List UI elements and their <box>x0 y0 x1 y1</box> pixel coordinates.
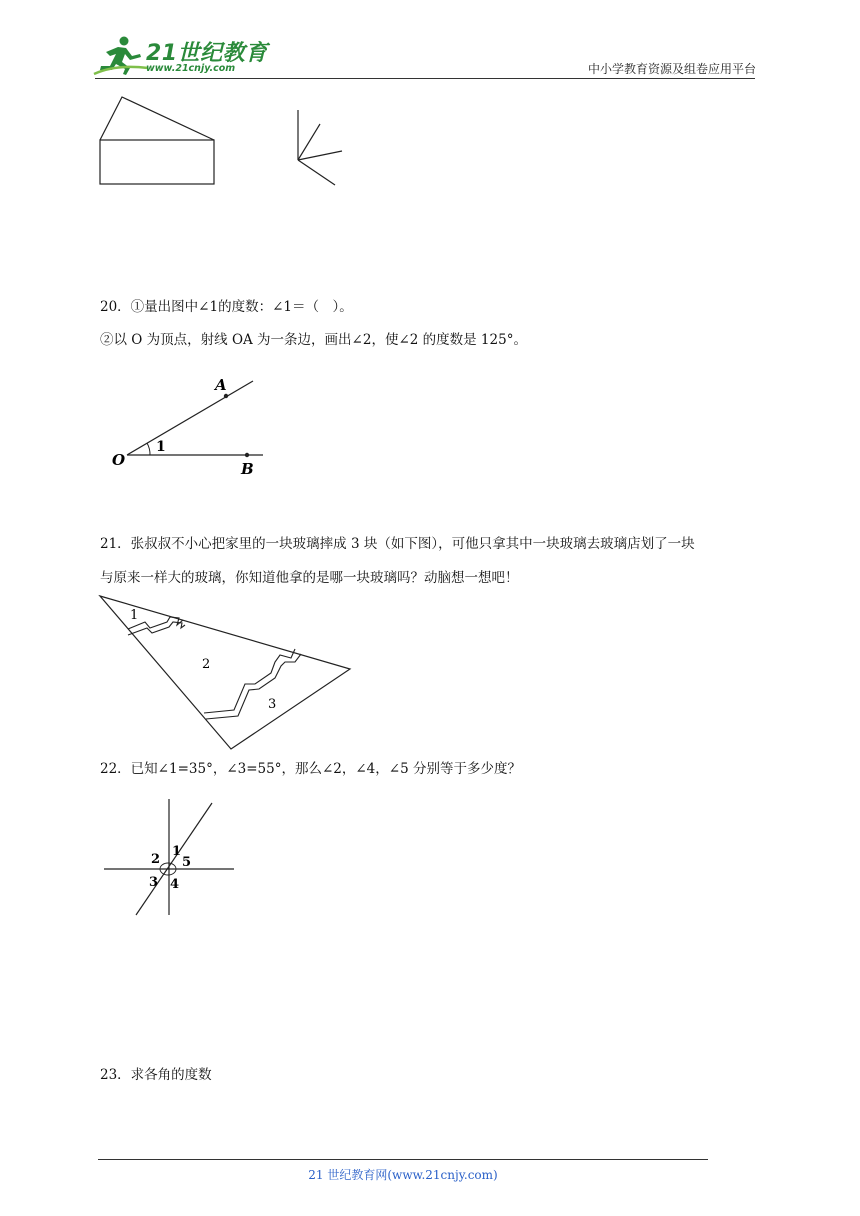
angle-4-label: 4 <box>170 877 180 892</box>
logo-text: 21世纪教育 <box>146 41 268 66</box>
glass-piece-2-label: 2 <box>202 657 211 672</box>
angle-5-label: 5 <box>182 855 192 870</box>
header-divider <box>95 78 755 79</box>
intersecting-lines-figure <box>100 795 240 920</box>
broken-glass-figure <box>95 592 357 754</box>
rays-figure <box>290 104 350 190</box>
angle-oab-figure <box>105 372 275 480</box>
question-21-line-1: 21．张叔叔不小心把家里的一块玻璃摔成 3 块（如下图），可他只拿其中一块玻璃去玻璃店划了一块 <box>100 536 695 552</box>
house-shape-figure <box>95 92 225 192</box>
logo-url: www.21cnjy.com <box>146 63 236 74</box>
glass-piece-3-label: 3 <box>268 697 277 712</box>
platform-title: 中小学教育资源及组卷应用平台 <box>587 62 756 76</box>
question-20-line-1: 20．①量出图中∠1的度数：∠1＝（ ）。 <box>100 299 353 315</box>
point-o-label: O <box>112 451 126 469</box>
angle-1-label: 1 <box>156 439 166 455</box>
footer-link[interactable]: 21 世纪教育网(www.21cnjy.com) <box>308 1168 498 1182</box>
point-b-label: B <box>241 460 254 478</box>
footer-divider <box>98 1159 708 1160</box>
angle-3-label: 3 <box>149 875 159 890</box>
angle-2-label: 2 <box>151 852 161 867</box>
angle-1-label: 1 <box>172 844 182 859</box>
runner-logo-icon <box>92 34 152 78</box>
question-22-line-1: 22．已知∠1=35°，∠3=55°，那么∠2，∠4，∠5 分别等于多少度？ <box>100 761 521 777</box>
question-20-line-2: ②以 O 为顶点，射线 OA 为一条边，画出∠2，使∠2 的度数是 125°。 <box>100 332 527 348</box>
question-21-line-2: 与原来一样大的玻璃，你知道他拿的是哪一块玻璃吗？动脑想一想吧！ <box>100 570 519 586</box>
question-23-line-1: 23．求各角的度数 <box>100 1067 212 1083</box>
point-a-label: A <box>215 376 227 394</box>
glass-piece-1-label: 1 <box>130 608 139 623</box>
